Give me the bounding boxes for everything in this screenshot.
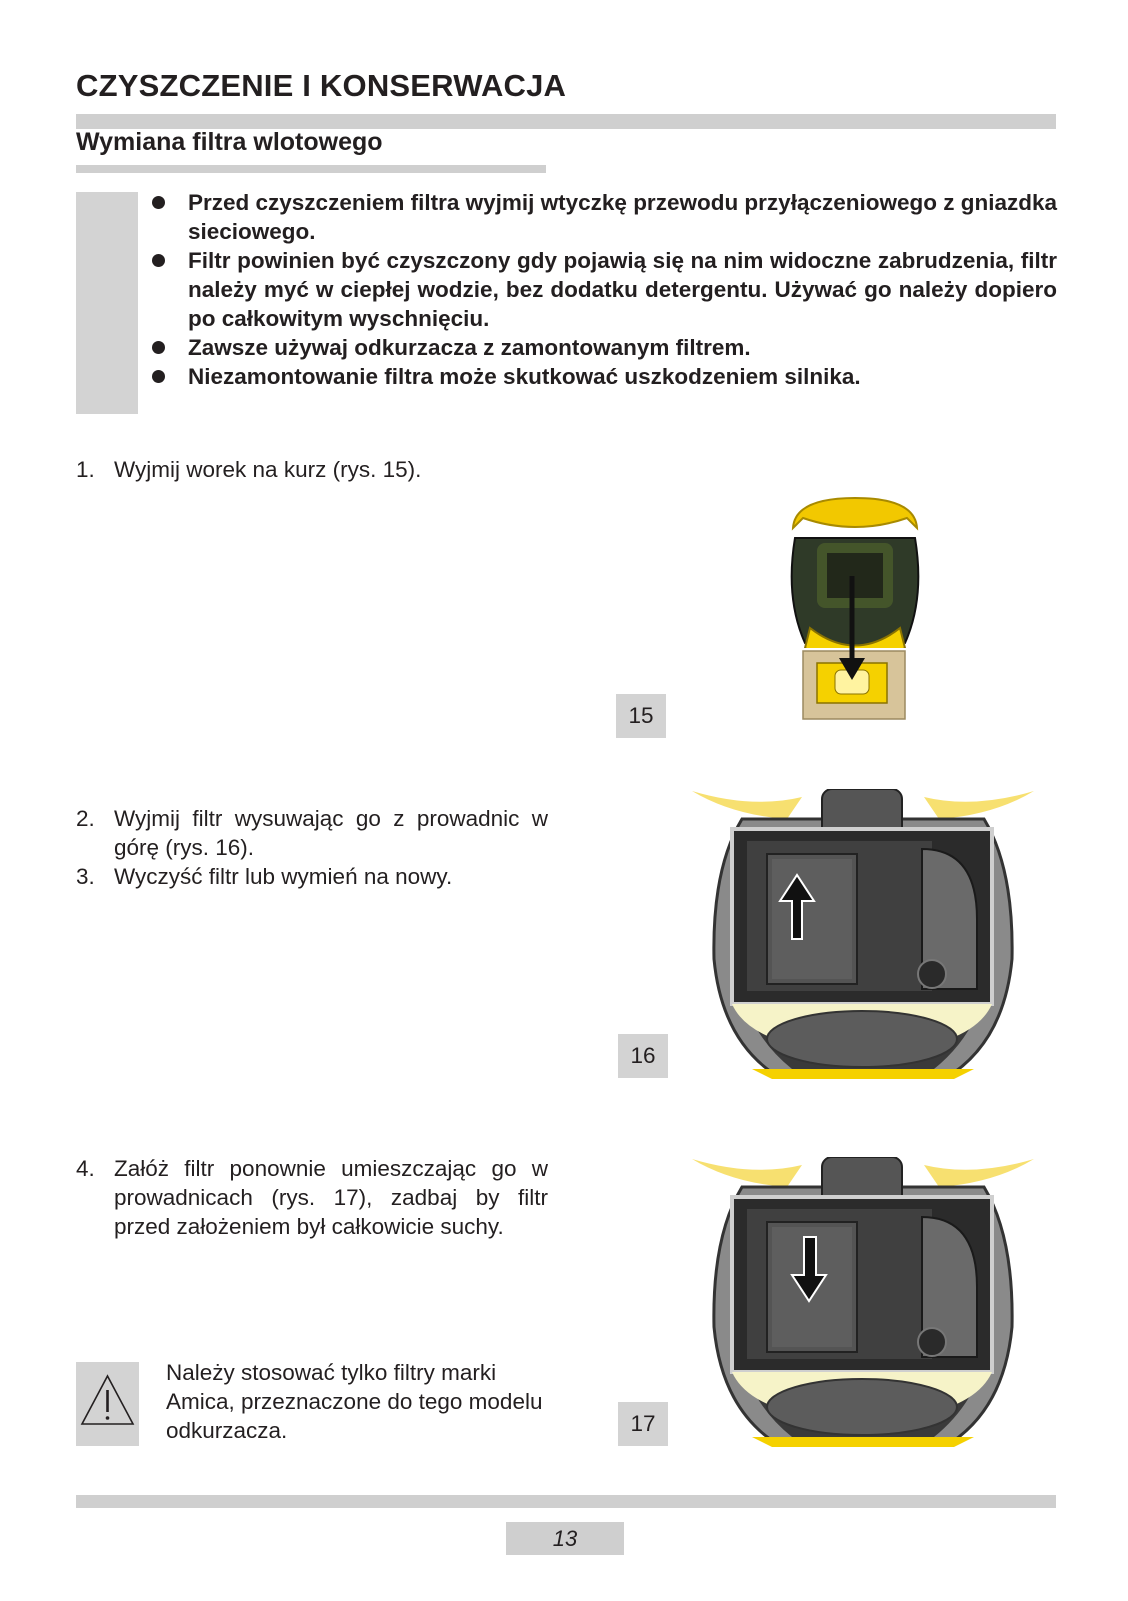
step-text: Załóż filtr ponownie umieszczając go w prowadnicach (rys. 17), zadbaj by filtr przed założeniem był całkowicie suchy.	[114, 1156, 548, 1239]
bullet-icon	[152, 196, 165, 209]
warning-text: Należy stosować tylko filtry marki Amica, przeznaczone do tego modelu odkurzacza.	[166, 1360, 543, 1443]
note-text: Przed czyszczeniem filtra wyjmij wtyczkę przewodu przyłączeniowego z gniazdka sieciowego.	[188, 190, 1058, 244]
step-number: 2.	[76, 806, 95, 831]
figure-label-15: 15	[616, 694, 666, 738]
warning-box	[76, 1362, 139, 1446]
step-list-2	[76, 804, 548, 891]
note-item	[152, 188, 1057, 246]
title-divider	[76, 114, 1056, 129]
note-item	[152, 246, 1057, 333]
step-number: 3.	[76, 864, 95, 889]
bullet-icon	[152, 254, 165, 267]
step-list-1	[76, 455, 546, 484]
filter-down-icon	[692, 1157, 1034, 1447]
note-text: Niezamontowanie filtra może skutkować uszkodzeniem silnika.	[188, 364, 861, 389]
note-text: Filtr powinien być czyszczony gdy pojawią się na nim widoczne zabrudzenia, filtr należy myć w ciepłej wodzie, bez dodatku detergentu. Używać go należy dopiero po całkowitym wyschnięciu.	[188, 248, 1057, 331]
page-number: 13	[506, 1522, 624, 1555]
page-title: CZYSZCZENIE I KONSERWACJA	[76, 68, 567, 103]
step-number: 1.	[76, 457, 95, 482]
note-item	[152, 333, 1057, 362]
step-item	[76, 804, 548, 862]
safety-notes-list	[152, 188, 1057, 391]
warning-triangle-icon	[76, 1362, 139, 1446]
note-item	[152, 362, 1057, 391]
bullet-icon	[152, 341, 165, 354]
section-title: Wymiana filtra wlotowego	[76, 128, 383, 156]
vacuum-open-lid-icon	[755, 458, 955, 738]
figure-label-17: 17	[618, 1402, 668, 1446]
figure-16-filter-removal-image	[692, 789, 1034, 1079]
filter-up-icon	[692, 789, 1034, 1079]
footer-divider	[76, 1495, 1056, 1508]
step-item	[76, 862, 548, 891]
step-item	[76, 455, 546, 484]
step-number: 4.	[76, 1156, 95, 1181]
figure-17-filter-insert-image	[692, 1157, 1034, 1447]
section-divider	[76, 165, 546, 173]
step-text: Wyjmij filtr wysuwając go z prowadnic w górę (rys. 16).	[114, 806, 548, 860]
notes-side-bar	[76, 192, 138, 414]
step-text: Wyczyść filtr lub wymień na nowy.	[114, 864, 453, 889]
figure-label-16: 16	[618, 1034, 668, 1078]
step-item	[76, 1154, 548, 1241]
step-list-3	[76, 1154, 548, 1241]
bullet-icon	[152, 370, 165, 383]
note-text: Zawsze używaj odkurzacza z zamontowanym filtrem.	[188, 335, 751, 360]
figure-15-dust-bag-image	[755, 458, 955, 738]
step-text: Wyjmij worek na kurz (rys. 15).	[114, 457, 422, 482]
